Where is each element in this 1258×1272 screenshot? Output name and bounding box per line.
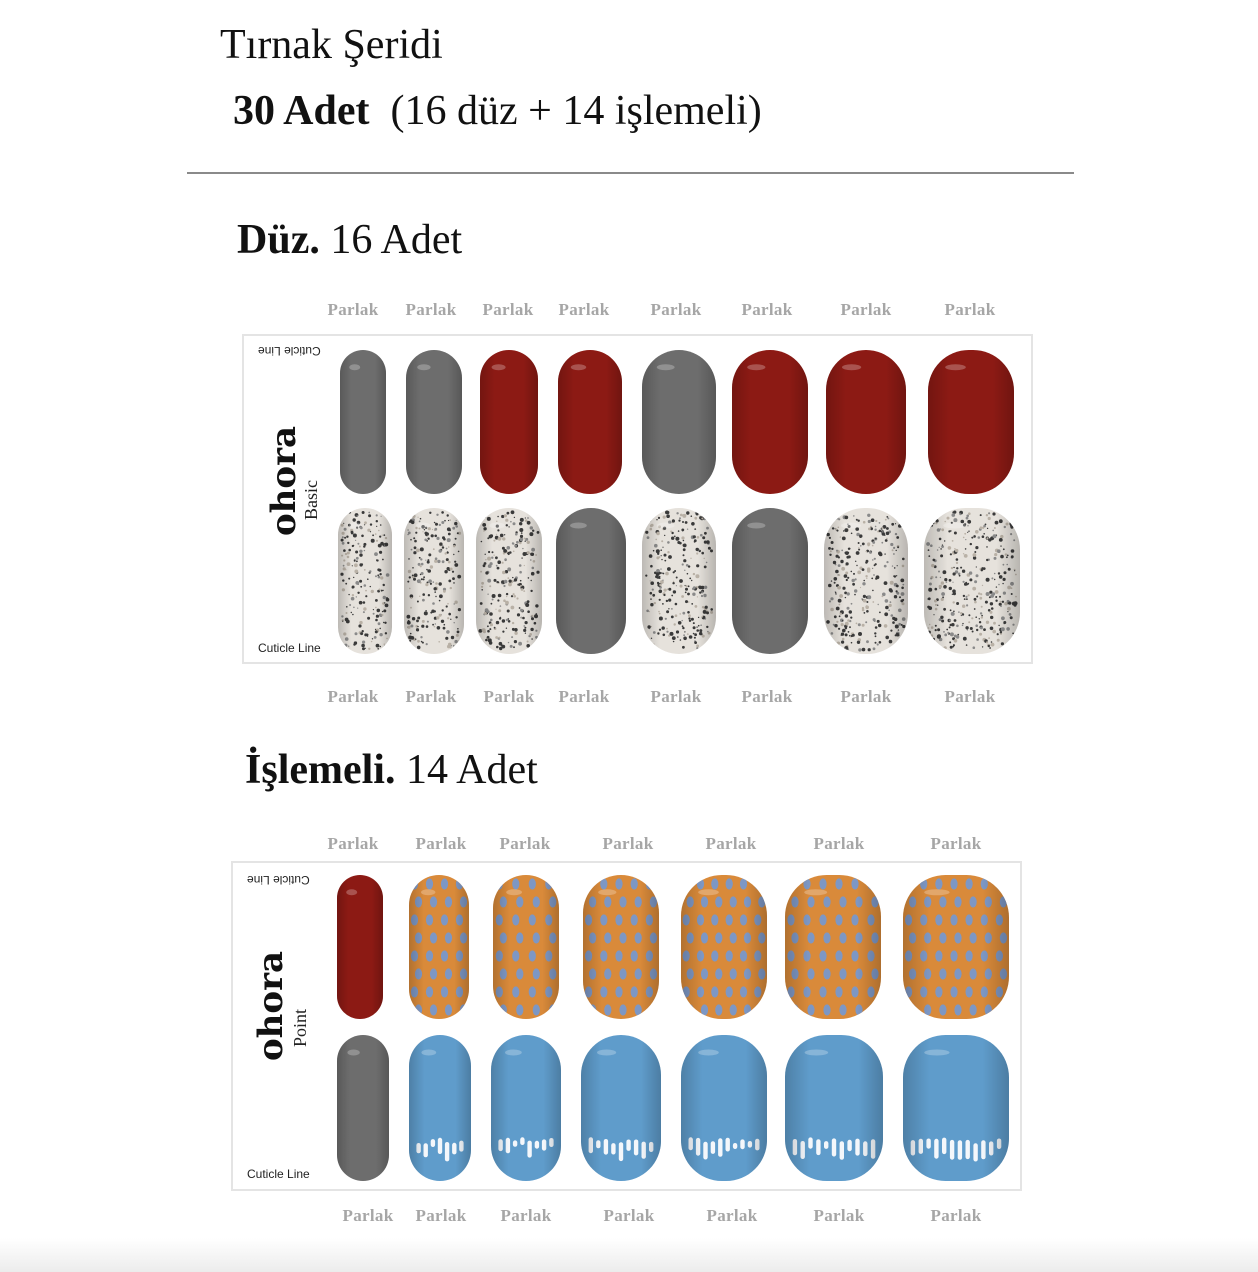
- finish-label: Parlak: [741, 687, 793, 706]
- brand-line: [284, 480, 338, 520]
- nail-sticker-drip: [491, 1035, 561, 1181]
- finish-label: Parlak: [650, 687, 702, 706]
- nail-sticker-gray: [406, 350, 462, 494]
- finish-label: Parlak: [813, 1206, 865, 1225]
- finish-label: Parlak: [482, 300, 534, 319]
- finish-label: Parlak: [415, 834, 467, 853]
- brand-name: ohora: [264, 425, 304, 536]
- finish-label: Parlak: [602, 834, 654, 853]
- nail-sticker-speckle: [404, 508, 464, 654]
- finish-label: Parlak: [558, 687, 610, 706]
- nail-sticker-speckle: [924, 508, 1020, 654]
- nail-sticker-gray: [556, 508, 626, 654]
- finish-label: Parlak: [405, 300, 457, 319]
- finish-label: Parlak: [944, 300, 996, 319]
- cuticle-line-bottom: Cuticle Line: [247, 1167, 310, 1181]
- brand-line: [273, 1009, 327, 1048]
- bottom-shadow: [0, 1238, 1258, 1272]
- nail-sticker-drip: [581, 1035, 661, 1181]
- nail-sticker-drip: [681, 1035, 767, 1181]
- count-breakdown: (16 düz + 14 işlemeli): [390, 88, 762, 134]
- finish-label: Parlak: [500, 1206, 552, 1225]
- nail-sticker-speckle: [338, 508, 392, 654]
- nail-sticker-dots: [903, 875, 1009, 1019]
- nail-sticker-drip: [409, 1035, 471, 1181]
- finish-label: Parlak: [840, 687, 892, 706]
- nail-sticker-red: [558, 350, 622, 494]
- nail-sticker-red: [826, 350, 906, 494]
- finish-label: Parlak: [944, 687, 996, 706]
- nail-sticker-speckle: [476, 508, 542, 654]
- finish-label: Parlak: [415, 1206, 467, 1225]
- cuticle-line-top: Cuticle Line: [258, 344, 321, 358]
- nail-sheet-point: [231, 861, 1022, 1191]
- nail-sticker-gray: [340, 350, 386, 494]
- section-title-plain-count: 16 Adet: [330, 217, 463, 263]
- brand-line-name: Point: [290, 1009, 310, 1048]
- nail-sticker-gray: [732, 508, 808, 654]
- nail-sticker-speckle: [824, 508, 908, 654]
- finish-label: Parlak: [327, 300, 379, 319]
- finish-label: Parlak: [342, 1206, 394, 1225]
- nail-sticker-dots: [681, 875, 767, 1019]
- page-title: Tırnak Şeridi: [220, 22, 443, 68]
- brand-line-name: Basic: [301, 480, 321, 520]
- nail-sticker-speckle: [642, 508, 716, 654]
- finish-label: Parlak: [813, 834, 865, 853]
- finish-label: Parlak: [930, 834, 982, 853]
- cuticle-line-top: Cuticle Line: [247, 873, 310, 887]
- nail-sticker-gray: [337, 1035, 389, 1181]
- section-title-design: [245, 745, 538, 795]
- cuticle-line-bottom: Cuticle Line: [258, 641, 321, 655]
- nail-sticker-gray: [642, 350, 716, 494]
- nail-sticker-red: [337, 875, 383, 1019]
- finish-label: Parlak: [706, 1206, 758, 1225]
- nail-sticker-drip: [785, 1035, 883, 1181]
- finish-label: Parlak: [327, 687, 379, 706]
- section-title-design-count: 14 Adet: [405, 747, 538, 793]
- section-title-plain: [237, 215, 462, 265]
- nail-sticker-dots: [409, 875, 469, 1019]
- nail-sticker-dots: [785, 875, 881, 1019]
- finish-label: Parlak: [499, 834, 551, 853]
- section-title-design-bold: İşlemeli.: [245, 747, 396, 793]
- finish-label: Parlak: [705, 834, 757, 853]
- finish-label: Parlak: [603, 1206, 655, 1225]
- nail-sticker-drip: [903, 1035, 1009, 1181]
- finish-label: Parlak: [483, 687, 535, 706]
- finish-label: Parlak: [405, 687, 457, 706]
- nail-sticker-dots: [493, 875, 559, 1019]
- finish-label: Parlak: [741, 300, 793, 319]
- brand-name: ohora: [251, 950, 291, 1061]
- finish-label: Parlak: [327, 834, 379, 853]
- divider: [187, 172, 1074, 174]
- nail-sticker-dots: [583, 875, 659, 1019]
- nail-sticker-red: [732, 350, 808, 494]
- nail-sticker-red: [928, 350, 1014, 494]
- page-subtitle: [233, 86, 762, 136]
- finish-label: Parlak: [558, 300, 610, 319]
- section-title-plain-bold: Düz.: [237, 217, 320, 263]
- nail-sheet-basic: [242, 334, 1033, 664]
- finish-label: Parlak: [650, 300, 702, 319]
- nail-sticker-red: [480, 350, 538, 494]
- total-count: 30 Adet: [233, 88, 370, 134]
- finish-label: Parlak: [840, 300, 892, 319]
- finish-label: Parlak: [930, 1206, 982, 1225]
